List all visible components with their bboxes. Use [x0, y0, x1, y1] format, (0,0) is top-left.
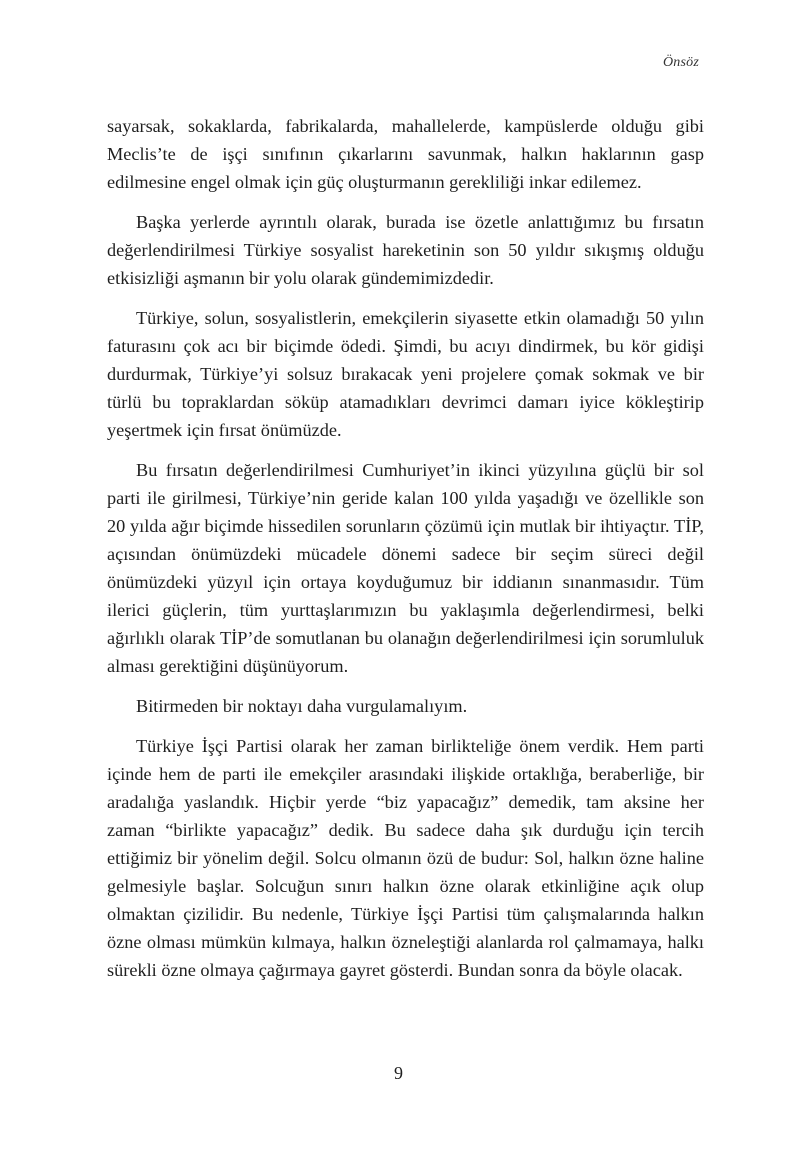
- running-header: Önsöz: [662, 55, 699, 70]
- paragraph: Bitirmeden bir noktayı daha vurgulamalıyım.: [136, 696, 468, 716]
- body-text: [107, 112, 704, 996]
- paragraph: Başka yerlerde ayrıntılı olarak, burada ise özetle anlattığımız bu fırsatın değerlendirilmesi Türkiye sosyalist hareketinin son 50 yıldır sıkışmış olduğu etkisizliği aşmanın bir yolu olarak gündemimizdedir.: [107, 212, 704, 288]
- page-number: 9: [394, 1063, 403, 1083]
- paragraph: Türkiye İşçi Partisi olarak her zaman birlikteliğe önem verdik. Hem parti içinde hem de parti ile emekçiler arasındaki ilişkide ortaklığa, beraberliğe, bir aradalığa yaslandık. Hiçbir yerde “biz yapacağız” demedik, tam aksine her zaman “birlikte yapacağız” dedik. Bu sadece daha şık durduğu için tercih ettiğimiz bir yönelim değil. Solcu olmanın özü de budur: Sol, halkın özne haline gelmesiyle başlar. Solcuğun sınırı halkın özne olarak etkinliğine açık olup olmaktan çizilidir. Bu nedenle, Türkiye İşçi Partisi tüm çalışmalarında halkın özne olması mümkün kılmaya, halkın özneleştiği alanlarda rol çalmamaya, halkı sürekli özne olmaya çağırmaya gayret gösterdi. Bundan sonra da böyle olacak.: [107, 736, 704, 980]
- paragraph: Türkiye, solun, sosyalistlerin, emekçilerin siyasette etkin olamadığı 50 yılın faturasını çok acı bir biçimde ödedi. Şimdi, bu acıyı dindirmek, bu kör gidişi durdurmak, Türkiye’yi solsuz bırakacak yeni projelere çomak sokmak ve bir türlü bu topraklardan söküp atamadıkları devrimci damarı iyice kökleştirip yeşertmek için fırsat önümüzde.: [107, 308, 704, 440]
- paragraph: Bu fırsatın değerlendirilmesi Cumhuriyet’in ikinci yüzyılına güçlü bir sol parti ile girilmesi, Türkiye’nin geride kalan 100 yılda yaşadığı ve özellikle son 20 yılda ağır biçimde hissedilen sorunların çözümü için mutlak bir ihtiyaçtır. TİP, açısından önümüzdeki mücadele dönemi sadece bir seçim süreci değil önümüzdeki yüzyıl için ortaya koyduğumuz bir iddianın sınanmasıdır. Tüm ilerici güçlerin, tüm yurttaşlarımızın bu yaklaşımla değerlendirmesi, belki ağırlıklı olarak TİP’de somutlanan bu olanağın değerlendirilmesi için sorumluluk alması gerektiğini düşünüyorum.: [107, 460, 704, 676]
- paragraph: sayarsak, sokaklarda, fabrikalarda, mahallelerde, kampüslerde olduğu gibi Meclis’te de işçi sınıfının çıkarlarını savunmak, halkın haklarının gasp edilmesine engel olmak için güç oluşturmanın gerekliliği inkar edilemez.: [107, 116, 704, 192]
